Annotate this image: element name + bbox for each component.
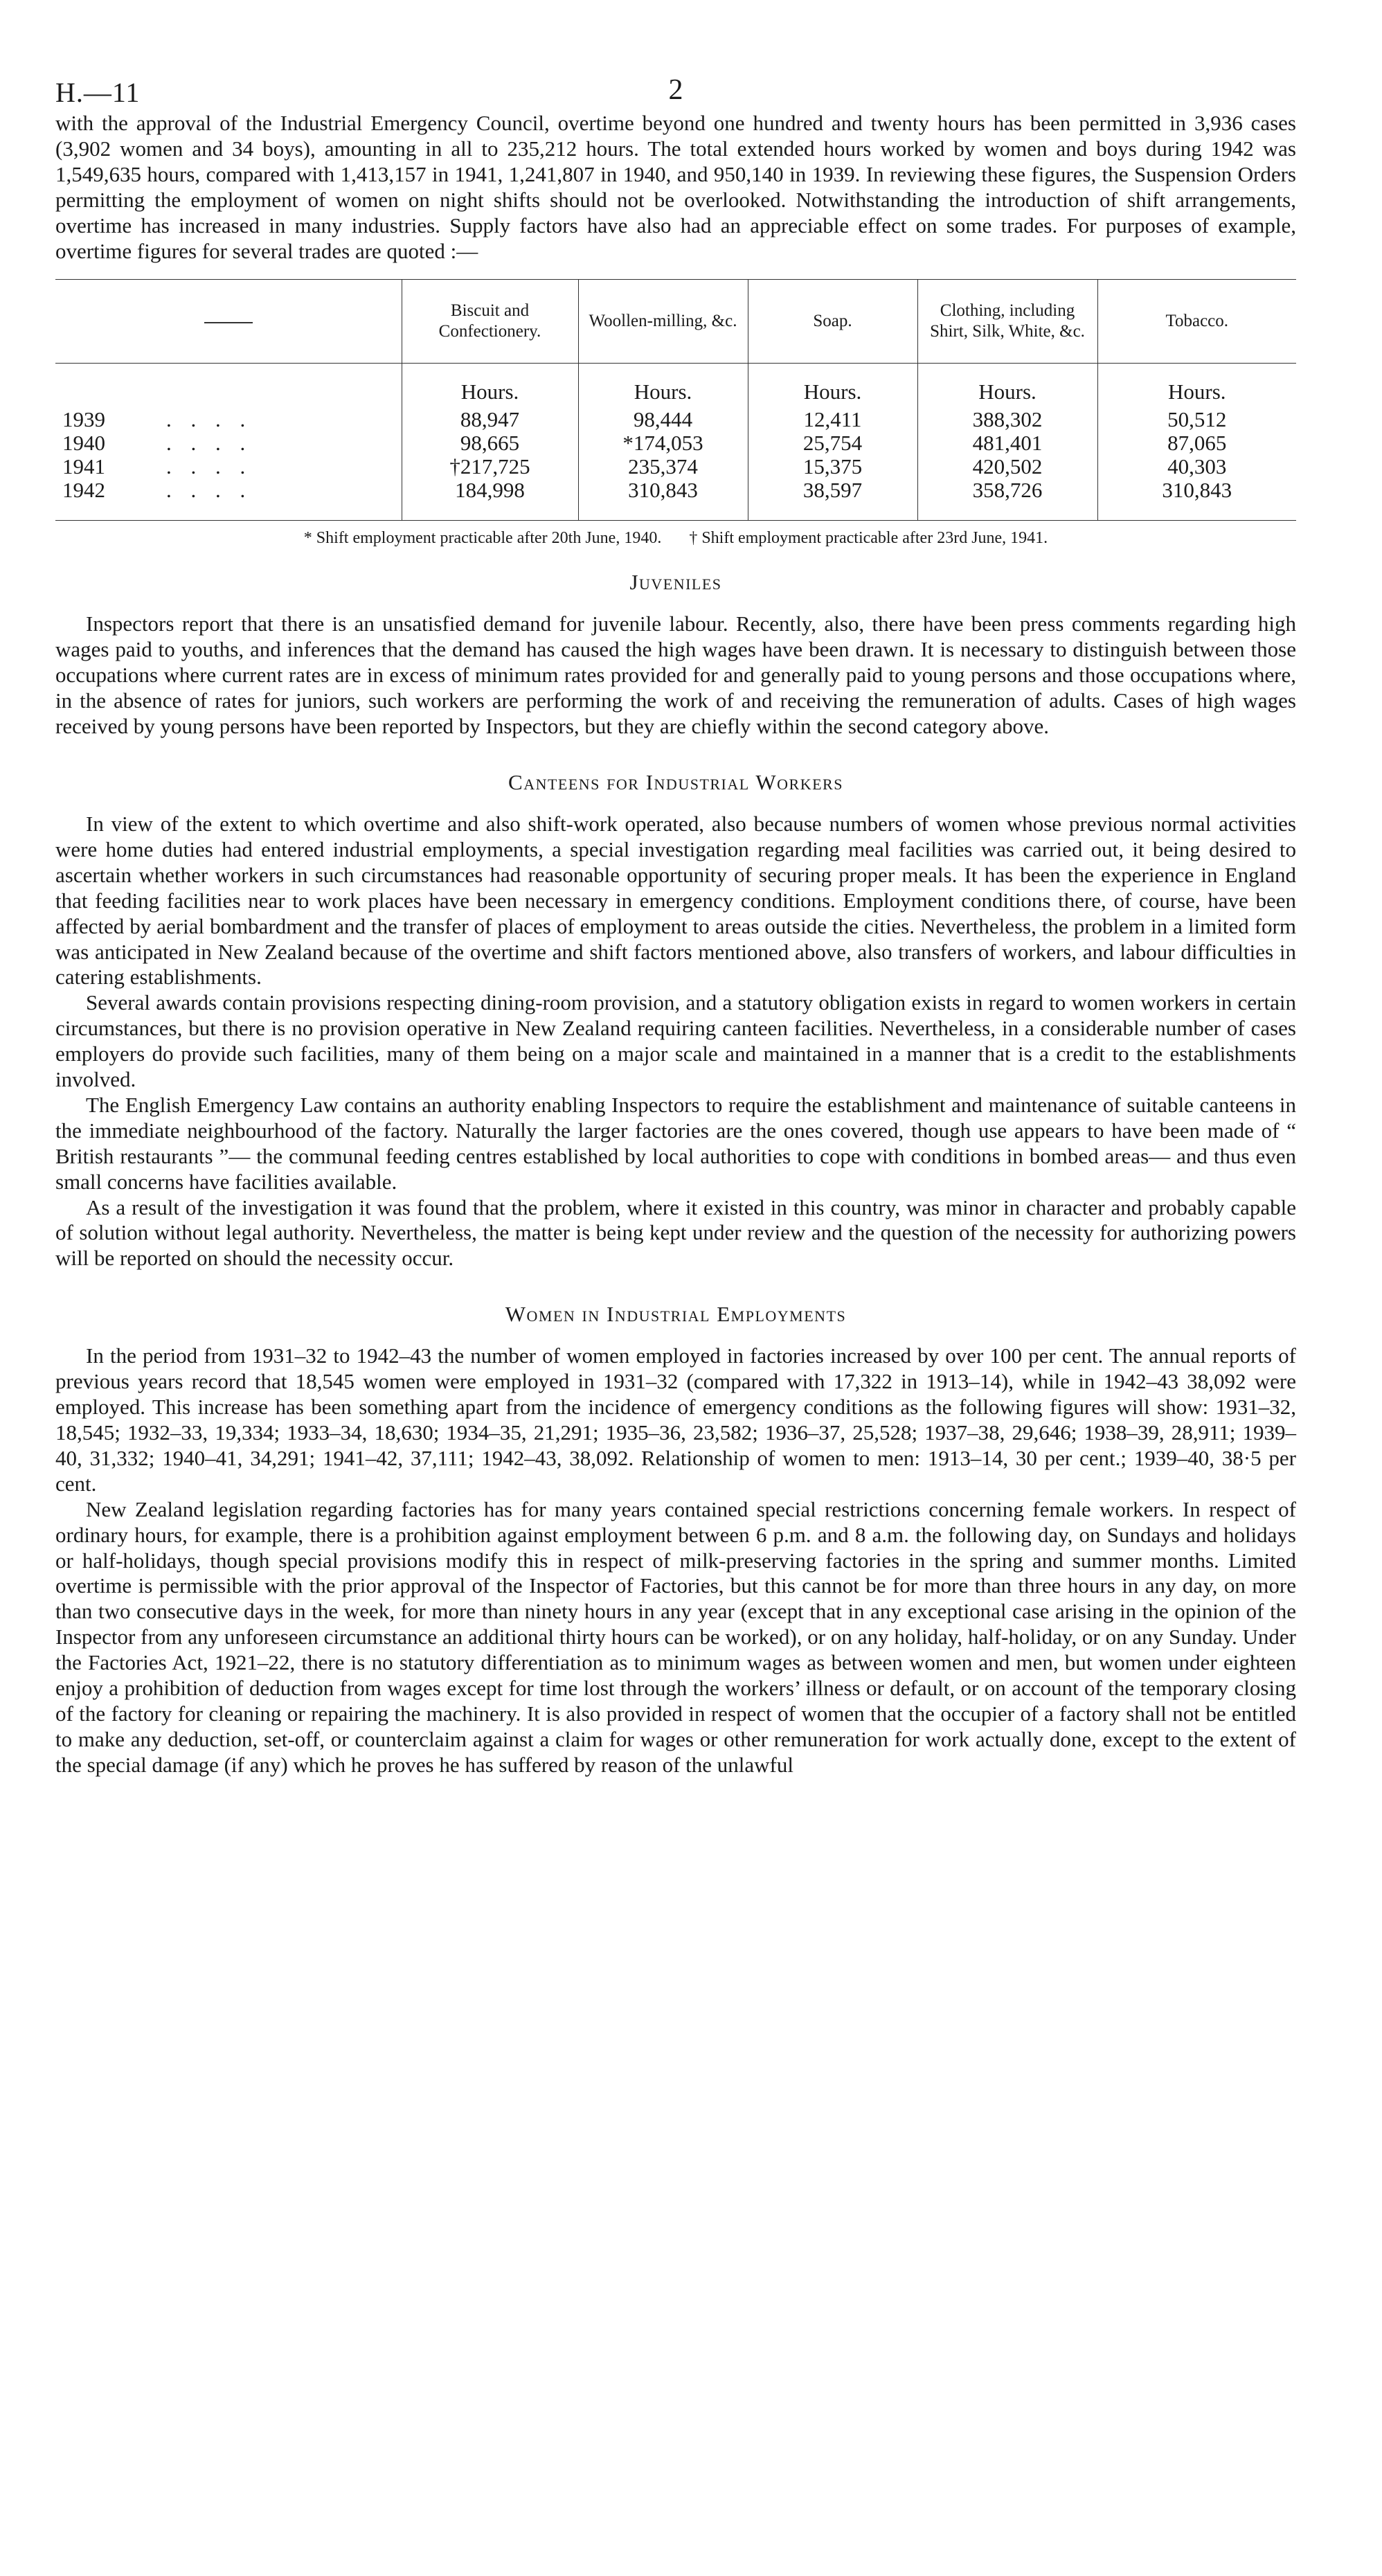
table-cell: 98,665 [402,431,578,455]
row-year: 1941 [62,454,105,479]
column-header: Clothing, including Shirt, Silk, White, &c. [917,280,1097,364]
table-row [55,455,1296,478]
footnote: † Shift employment practicable after 23rd June, 1941. [689,529,1048,548]
table-row [55,408,1296,431]
table-footnotes [55,529,1296,548]
section-heading-juveniles: Juveniles [629,570,722,595]
table-stub-header [55,280,402,364]
paragraph: In view of the extent to which overtime and also shift-work operated, also because numbers of women whose previous normal activities were home duties had entered industrial employments, a special investigation regarding meal facilities was carried out, it being desired to ascertain whether workers in such circumstances had reasonable opportunity of securing proper meals. It has been the experience in England that feeding facilities near to work places have been necessary in emergency conditions. Employment conditions there, of course, have been affected by aerial bombardment and the transfer of places of employment to areas outside the cities. Nevertheless, the problem in a limited form was anticipated in New Zealand because of the overtime and shift factors mentioned above, also transfers of workers, and labour difficulties in catering establishments. [55,811,1296,990]
row-year: 1940 [62,431,105,456]
intro-paragraph: with the approval of the Industrial Emergency Council, overtime beyond one hundred and twenty hours has been permitted in 3,936 cases (3,902 women and 34 boys), amounting in all to 235,212 hours. The total extended hours worked by women and boys during 1942 was 1,549,635 hours, compared with 1,413,157 in 1941, 1,241,807 in 1940, and 950,140 in 1939. In reviewing these figures, the Suspension Orders permitting the employment of women on night shifts should not be overlooked. Notwithstanding the introduction of shift arrangements, overtime has increased in many industries. Supply factors have also had an appreciable effect on some trades. For purposes of example, overtime figures for several trades are quoted :— [55,111,1296,263]
unit-label: Hours. [917,364,1097,409]
column-header: Soap. [748,280,917,364]
table-row [55,478,1296,521]
footnote: * Shift employment practicable after 20th June, 1940. [303,529,662,548]
paragraph: In the period from 1931–32 to 1942–43 the number of women employed in factories increased by over 100 per cent. The annual reports of previous years record that 18,545 women were employed in 1931–32 (compared with 17,322 in 1913–14), while in 1942–43 38,092 were employed. This increase has been something apart from the incidence of emergency conditions as the following figures will show: 1931–32, 18,545; 1932–33, 19,334; 1933–34, 18,630; 1934–35, 21,291; 1935–36, 23,582; 1936–37, 25,528; 1937–38, 29,646; 1938–39, 28,911; 1939–40, 31,332; 1940–41, 34,291; 1941–42, 37,111; 1942–43, 38,092. Relationship of women to men: 1913–14, 30 per cent.; 1939–40, 38·5 per cent. [55,1343,1296,1496]
paragraph: The English Emergency Law contains an authority enabling Inspectors to require the establishment and maintenance of suitable canteens in the immediate neighbourhood of the factory. Naturally the larger factories are the ones covered, though use appears to have been made of “ British restaurants ”— the communal feeding centres established by local authorities to cope with conditions in bombed areas— and thus even small concerns have facilities available. [55,1092,1296,1194]
paragraph: As a result of the investigation it was found that the problem, where it existed in this country, was minor in character and probably capable of solution without legal authority. Nevertheless, the matter is being kept under review and the question of the necessity for authorizing powers will be reported on should the necessity occur. [55,1195,1296,1271]
leader-dots: . . . . [166,407,253,432]
leader-dots: . . . . [166,478,253,503]
table-cell: 358,726 [917,478,1097,521]
overtime-table [55,279,1296,548]
page-number: 2 [668,74,683,106]
paragraph: Inspectors report that there is an unsatisfied demand for juvenile labour. Recently, also, there have been press comments regarding high wages paid to youths, and inferences that the demand has caused the high wages have been drawn. It is necessary to distinguish between those occupations where current rates are in excess of minimum rates provided for and generally paid to young persons and those occupations where, in the absence of rates for juniors, such workers are performing the work of and receiving the remuneration of adults. Cases of high wages received by young persons have been reported by Inspectors, but they are chiefly within the second category above. [55,611,1296,739]
unit-label: Hours. [748,364,917,409]
row-year: 1939 [62,407,105,432]
paragraph: Several awards contain provisions respecting dining-room provision, and a statutory obligation exists in regard to women workers in certain circumstances, but there is no provision operative in New Zealand requiring canteen facilities. Nevertheless, in a considerable number of cases employers do provide such facilities, many of them being on a major scale and maintained in a manner that is a credit to the establishments involved. [55,990,1296,1092]
table-cell: 310,843 [578,478,748,521]
document-page [55,62,1296,1778]
table-header-row [55,280,1296,364]
units-row [55,364,1296,409]
section-heading-women: Women in Industrial Employments [505,1302,847,1327]
paragraph: New Zealand legislation regarding factories has for many years contained special restrictions concerning female workers. In respect of ordinary hours, for example, there is a prohibition against employment between 6 p.m. and 8 a.m. the following day, on Sundays and holidays or half-holidays, though special provisions modify this in respect of milk-preserving factories in the spring and summer months. Limited overtime is permissible with the prior approval of the Inspector of Factories, but this cannot be for more than three hours in any day, on more than two consecutive days in the week, for more than ninety hours in any year (except that in any exceptional case arising in the opinion of the Inspector from any unforeseen circumstance an additional thirty hours can be worked), or on any holiday, half-holiday, or on any Sunday. Under the Factories Act, 1921–22, there is no statutory differentiation as to minimum wages as between women and men, but women under eighteen enjoy a prohibition of deduction from wages except for time lost through the workers’ illness or default, or on account of the temporary closing of the factory for cleaning or repairing the machinery. It is also provided in respect of women that the occupier of a factory shall not be entitled to make any deduction, set-off, or counterclaim against a claim for wages or other remuneration for work actually done, except to the extent of the special damage (if any) which he proves he has suffered by reason of the unlawful [55,1496,1296,1777]
table-cell: 420,502 [917,455,1097,478]
table-cell: 184,998 [402,478,578,521]
table-cell: 40,303 [1097,455,1296,478]
column-header: Biscuit and Confectionery. [402,280,578,364]
unit-label: Hours. [578,364,748,409]
row-year: 1942 [62,478,105,503]
unit-label: Hours. [1097,364,1296,409]
table-cell: 12,411 [748,408,917,431]
table-cell: 87,065 [1097,431,1296,455]
table-cell: 235,374 [578,455,748,478]
table-cell: 38,597 [748,478,917,521]
leader-dots: . . . . [166,454,253,479]
table-cell: †217,725 [402,455,578,478]
column-header: Woollen-milling, &c. [578,280,748,364]
column-header: Tobacco. [1097,280,1296,364]
table-cell: 88,947 [402,408,578,431]
table-cell: *174,053 [578,431,748,455]
section-heading-canteens: Canteens for Industrial Workers [508,769,843,794]
table-cell: 481,401 [917,431,1097,455]
table-row [55,431,1296,455]
table-cell: 25,754 [748,431,917,455]
table-cell: 98,444 [578,408,748,431]
table-cell: 310,843 [1097,478,1296,521]
table-cell: 50,512 [1097,408,1296,431]
table-cell: 15,375 [748,455,917,478]
unit-label: Hours. [402,364,578,409]
table-cell: 388,302 [917,408,1097,431]
document-reference: H.—11 [55,77,141,108]
leader-dots: . . . . [166,431,253,456]
page-header [55,62,1296,111]
